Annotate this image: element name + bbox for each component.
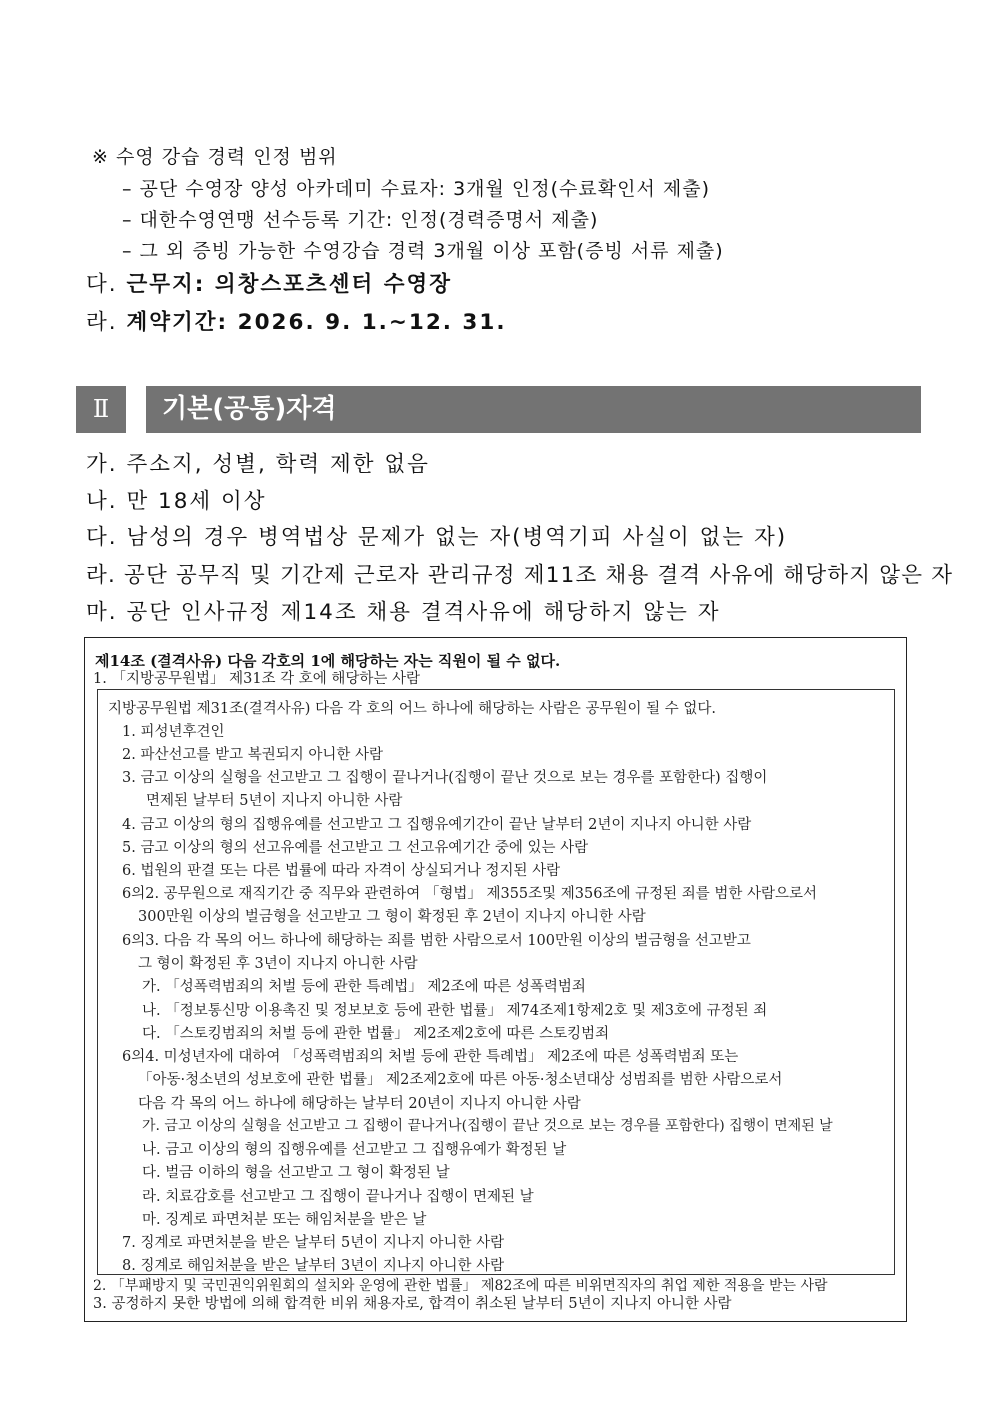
act-line: 8. 징계로 해임처분을 받은 날부터 3년이 지나지 아니한 사람: [122, 1258, 505, 1274]
qualification-item: 나. 만 18세 이상: [86, 489, 267, 514]
act-line: 5. 금고 이상의 형의 선고유예를 선고받고 그 선고유예기간 중에 있는 사람: [122, 840, 589, 856]
contract-label: 계약기간: [126, 310, 218, 335]
act-line: 다. 벌금 이하의 형을 선고받고 그 형이 확정된 날: [142, 1165, 450, 1181]
regulation-item-3: 3. 공정하지 못한 방법에 의해 합격한 비위 채용자로, 합격이 취소된 날부터 5년이 지나지 아니한 사람: [93, 1296, 732, 1312]
swim-career-bullet: – 대한수영연맹 선수등록 기간: 인정(경력증명서 제출): [122, 209, 599, 231]
act-intro: 지방공무원법 제31조(결격사유) 다음 각 호의 어느 하나에 해당하는 사람은 공무원이 될 수 없다.: [108, 701, 716, 717]
act-line: 마. 징계로 파면처분 또는 해임처분을 받은 날: [142, 1212, 427, 1228]
act-line: 그 형이 확정된 후 3년이 지나지 아니한 사람: [138, 956, 418, 972]
act-line: 3. 금고 이상의 실형을 선고받고 그 집행이 끝나거나(집행이 끝난 것으로 보는 경우를 포함한다) 집행이: [122, 770, 768, 786]
act-line: 300만원 이상의 벌금형을 선고받고 그 형이 확정된 후 2년이 지나지 아니한 사람: [138, 909, 646, 925]
contract-line: [86, 305, 507, 336]
qualification-item: 다. 남성의 경우 병역법상 문제가 없는 자(병역기피 사실이 없는 자): [86, 525, 788, 550]
qualification-item: 라. 공단 공무직 및 기간제 근로자 관리규정 제11조 채용 결격 사유에 해당하지 않은 자: [86, 563, 954, 588]
act-line: 2. 파산선고를 받고 복권되지 아니한 사람: [122, 747, 383, 763]
contract-prefix: 라.: [86, 310, 127, 335]
qualification-item: 가. 주소지, 성별, 학력 제한 없음: [86, 452, 430, 477]
act-line: 6. 법원의 판결 또는 다른 법률에 따라 자격이 상실되거나 정지된 사람: [122, 863, 561, 879]
work-place-line: [86, 267, 452, 298]
act-line: 6의4. 미성년자에 대하여 「성폭력범죄의 처벌 등에 관한 특례법」 제2조에 따른 성폭력범죄 또는: [122, 1049, 739, 1065]
work-place-text: 근무지: 의창스포츠센터 수영장: [126, 272, 453, 297]
act-line: 다음 각 목의 어느 하나에 해당하는 날부터 20년이 지나지 아니한 사람: [138, 1096, 581, 1112]
act-line: 6의2. 공무원으로 재직기간 중 직무와 관련하여 「형법」 제355조및 제356조에 규정된 죄를 범한 사람으로서: [122, 886, 817, 902]
work-place-prefix: 다.: [86, 272, 127, 297]
act-line: 6의3. 다음 각 목의 어느 하나에 해당하는 죄를 범한 사람으로서 100만원 이상의 벌금형을 선고받고: [122, 933, 751, 949]
contract-value: : 2026. 9. 1.~12. 31.: [217, 310, 507, 335]
section-number: Ⅱ: [76, 386, 126, 433]
swim-career-bullet: – 그 외 증빙 가능한 수영강습 경력 3개월 이상 포함(증빙 서류 제출): [122, 240, 724, 262]
act-line: 다. 「스토킹범죄의 처벌 등에 관한 법률」 제2조제2호에 따른 스토킹범죄: [142, 1026, 610, 1042]
act-line: 가. 「성폭력범죄의 처벌 등에 관한 특례법」 제2조에 따른 성폭력범죄: [142, 979, 586, 995]
swim-career-bullet: – 공단 수영장 양성 아카데미 수료자: 3개월 인정(수료확인서 제출): [122, 178, 710, 200]
act-line: 7. 징계로 파면처분을 받은 날부터 5년이 지나지 아니한 사람: [122, 1235, 505, 1251]
act-line: 4. 금고 이상의 형의 집행유예를 선고받고 그 집행유예기간이 끝난 날부터 2년이 지나지 아니한 사람: [122, 817, 752, 833]
regulation-item-2: 2. 「부패방지 및 국민권익위원회의 설치와 운영에 관한 법률」 제82조에 따른 비위면직자의 취업 제한 적용을 받는 사람: [93, 1278, 828, 1294]
regulation-heading: 제14조 (결격사유) 다음 각호의 1에 해당하는 자는 직원이 될 수 없다.: [95, 652, 561, 670]
regulation-item-1: 1. 「지방공무원법」 제31조 각 호에 해당하는 사람: [93, 671, 421, 687]
act-line: 가. 금고 이상의 실형을 선고받고 그 집행이 끝나거나(집행이 끝난 것으로 보는 경우를 포함한다) 집행이 면제된 날: [142, 1118, 833, 1134]
act-line: 「아동·청소년의 성보호에 관한 법률」 제2조제2호에 따른 아동·청소년대상 성범죄를 범한 사람으로서: [138, 1072, 783, 1088]
act-line: 1. 피성년후견인: [122, 724, 225, 740]
act-line: 면제된 날부터 5년이 지나지 아니한 사람: [146, 793, 403, 809]
section-title: 기본(공통)자격: [146, 386, 921, 433]
act-line: 나. 「정보통신망 이용촉진 및 정보보호 등에 관한 법률」 제74조제1항제2호 및 제3호에 규정된 죄: [142, 1003, 768, 1019]
act-line: 나. 금고 이상의 형의 집행유예를 선고받고 그 집행유예가 확정된 날: [142, 1142, 567, 1158]
act-line: 라. 치료감호를 선고받고 그 집행이 끝나거나 집행이 면제된 날: [142, 1189, 534, 1205]
swim-career-note-title: ※ 수영 강습 경력 인정 범위: [92, 146, 338, 168]
qualification-item: 마. 공단 인사규정 제14조 채용 결격사유에 해당하지 않는 자: [86, 600, 721, 625]
